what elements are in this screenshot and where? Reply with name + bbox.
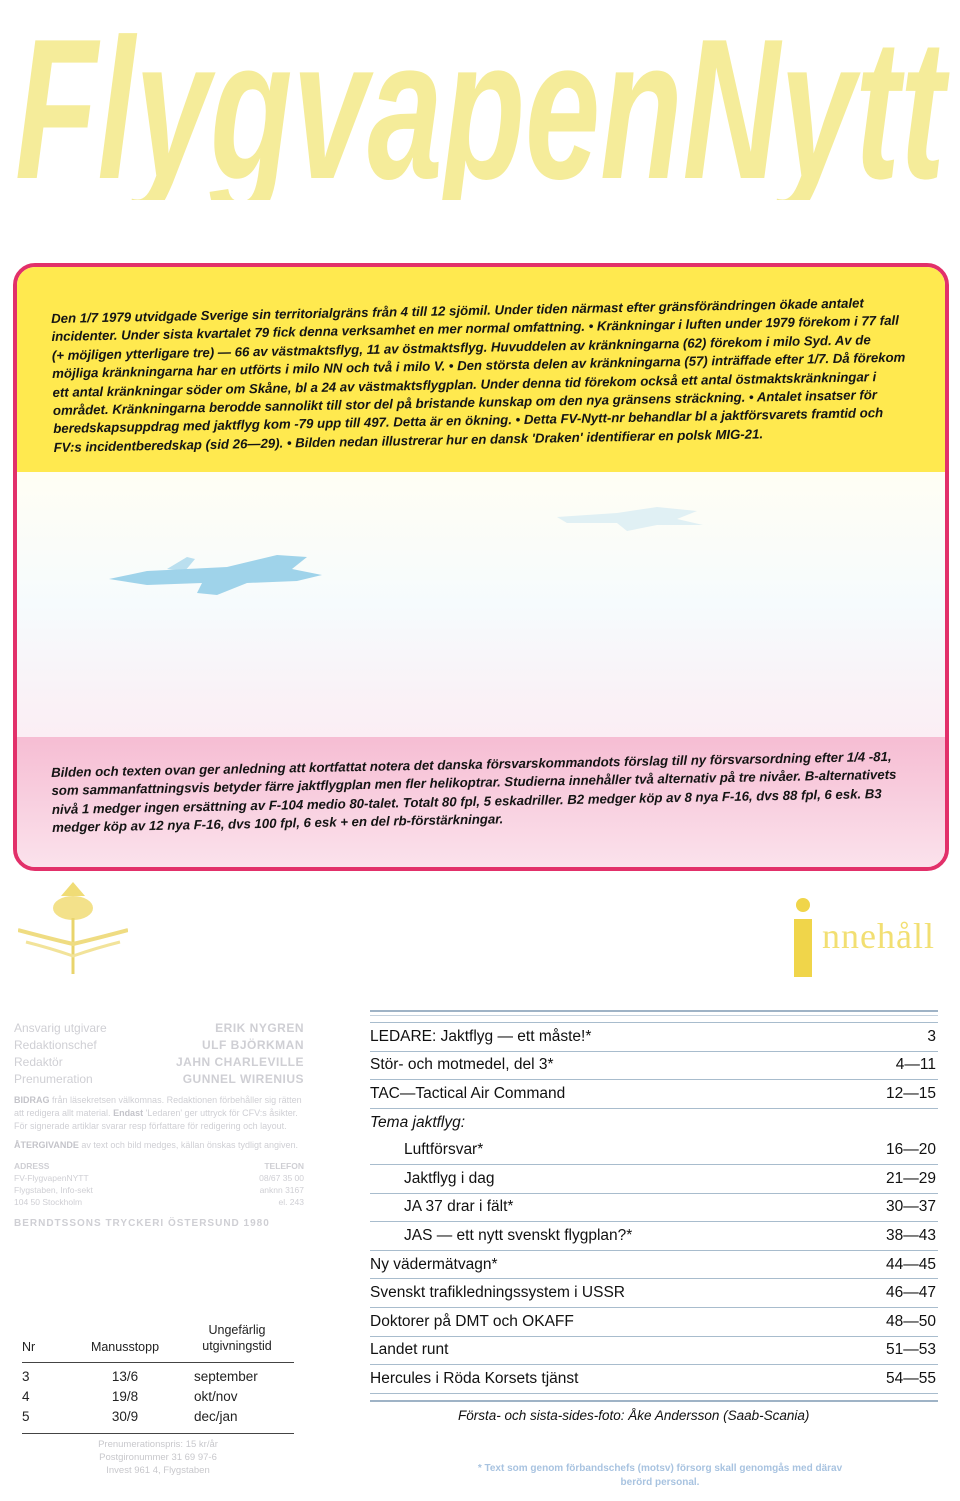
toc-item[interactable]: Svenskt trafikledningssystem i USSR 46—47 — [370, 1279, 938, 1308]
cover-panel — [13, 263, 949, 871]
staff-role: Redaktör — [14, 1055, 63, 1069]
toc-list — [370, 1022, 938, 1394]
toc-item[interactable]: Jaktflyg i dag 21—29 — [370, 1165, 938, 1194]
staff-role: Ansvarig utgivare — [14, 1021, 107, 1035]
staff-role: Prenumeration — [14, 1072, 93, 1086]
toc-bottom-rule — [370, 1400, 938, 1402]
toc-item[interactable]: Landet runt 51—53 — [370, 1337, 938, 1366]
staff-name: JAHN CHARLEVILLE — [175, 1055, 304, 1069]
masthead-logo — [10, 10, 950, 200]
sky-photo — [17, 472, 945, 737]
air-force-emblem-icon — [18, 878, 128, 978]
staff-role: Redaktionschef — [14, 1038, 97, 1052]
header-manus: Manusstopp — [90, 1340, 160, 1354]
toc-item[interactable]: LEDARE: Jaktflyg — ett måste!* 3 — [370, 1023, 938, 1052]
toc-item[interactable]: Stör- och motmedel, del 3* 4—11 — [370, 1052, 938, 1081]
photo-credit: Första- och sista-sides-foto: Åke Andersson (Saab-Scania) — [458, 1408, 810, 1423]
toc-item[interactable]: JAS — ett nytt svenskt flygplan?* 38—43 — [370, 1222, 938, 1251]
table-of-contents — [370, 1010, 938, 1402]
toc-item[interactable]: Ny vädermätvagn* 44—45 — [370, 1251, 938, 1280]
staff-box — [14, 1020, 304, 1229]
info-i-icon — [786, 895, 820, 979]
staff-name: ULF BJÖRKMAN — [202, 1038, 304, 1052]
contents-heading-word: nnehåll — [822, 916, 935, 956]
toc-item[interactable]: Hercules i Röda Korsets tjänst 54—55 — [370, 1365, 938, 1394]
contents-heading — [786, 895, 946, 985]
contact-info — [14, 1160, 304, 1208]
address-block: ADRESS FV-FlygvapenNYTT Flygstaben, Info-sekt 104 50 Stockholm — [14, 1161, 93, 1207]
footnote: * Text som genom förbandschefs (motsv) försorg skall genomgås med därav berörd personal. — [477, 1463, 843, 1488]
schedule-rows — [22, 1363, 294, 1434]
staff-row — [14, 1020, 304, 1037]
toc-item[interactable]: JA 37 drar i fält* 30—37 — [370, 1194, 938, 1223]
staff-row — [14, 1037, 304, 1054]
table-row: 5 30/9 dec/jan — [22, 1409, 238, 1424]
header-nr: Nr — [22, 1340, 36, 1354]
toc-item[interactable]: Luftförsvar* 16—20 — [370, 1136, 938, 1165]
staff-row — [14, 1071, 304, 1088]
toc-section-heading: Tema jaktflyg: — [370, 1113, 466, 1131]
bidrag-note: BIDRAG från läsekretsen välkomnas. Redaktionen förbehåller sig rätten att redigera allt material. Endast 'Ledaren' ger uttryck för CFV:s åsikter. För signerade artiklar svarar resp författare för redigering och layout. — [14, 1095, 302, 1131]
mig-jet-icon — [557, 497, 707, 537]
masthead — [10, 10, 950, 200]
printer-line: BERNDTSSONS TRYCKERI ÖSTERSUND 1980 — [14, 1218, 270, 1229]
staff-row — [14, 1054, 304, 1071]
staff-name: GUNNEL WIRENIUS — [182, 1072, 304, 1086]
schedule-table — [22, 1322, 294, 1477]
masthead-title: FlygvapenNytt — [15, 10, 950, 200]
header-utgivning: Ungefärlig utgivningstid — [202, 1323, 272, 1353]
toc-item[interactable]: TAC—Tactical Air Command 12—15 — [370, 1080, 938, 1109]
intro-paragraph: Den 1/7 1979 utvidgade Sverige sin territorialgräns från 4 till 12 sjömil. Under tiden närmast efter gränsförändringen ökade antalet incidenter. Under sista kvartalet 79 fick denna verksamhet en mer normal omfattning. • Kränkningar i luften under 1979 förekom i 77 fall (+ möjligen ytterligare tre) — 66 av västmaktsflyg, 11 av östmaktsflyg. Huvuddelen av kränkningarna (62) förekom i milo Syd. Av de möjliga kränkningarna har en utförts i milo NN och två i milo V. • Den största delen av kränkningarna (57) inträffade efter 1/7. Då förekom ett antal kränkningar söder om Skåne, bl a 24 av västmaktsflygplan. Under denna tid förekom också ett antal östmaktskränkningar i området. Kränkningarna berodde sannolikt till stor del på bristande kunskap om den nya gränsens sträckning. • Antalet insatser för beredskapsuppdrag med jaktflyg kom -79 upp till 497. Detta är en ökning. • Detta FV-Nytt-nr behandlar bl a jaktförsvarets framtid och FV:s incidentberedskap (sid 26—29). • Bilden nedan illustrerar hur en dansk 'Draken' identifierar en polsk MIG-21. — [51, 295, 906, 456]
table-row: 3 13/6 september — [22, 1369, 258, 1384]
phone-block: TELEFON 08/67 35 00 anknn 3167 el. 243 — [259, 1161, 304, 1207]
toc-item[interactable]: Doktorer på DMT och OKAFF 48—50 — [370, 1308, 938, 1337]
subscription-info: Prenumerationspris: 15 kr/år Postgironummer 31 69 97-6 Invest 961 4, Flygstaben — [98, 1439, 218, 1476]
atergivande-note: ÅTERGIVANDE av text och bild medges, källan önskas tydligt angiven. — [14, 1140, 298, 1150]
table-row: 4 19/8 okt/nov — [22, 1389, 238, 1404]
staff-name: ERIK NYGREN — [215, 1021, 304, 1035]
caption-paragraph: Bilden och texten ovan ger anledning att kortfattat notera det danska försvarskommandots förslag till ny försvarsordning efter 1/4 -81, som sammanfattningsvis betyder färre jaktflygplan men fler helikoptrar. Studierna innehåller två alternativ på tre nivåer. B-alternativets nivå 1 medger ingen ersättning av F-104 medio 80-talet. Totalt 80 fpl, 5 eskadriller. B2 medger köp av 8 nya F-16, dvs 88 fpl, 6 esk. B3 medger köp av 12 nya F-16, dvs 100 fpl, 6 esk + en del rb-förstärkningar. — [51, 749, 897, 836]
toc-top-rule-thin — [370, 1015, 938, 1016]
schedule-header — [22, 1322, 294, 1363]
toc-top-rule — [370, 1010, 938, 1012]
draken-jet-icon — [107, 549, 327, 599]
